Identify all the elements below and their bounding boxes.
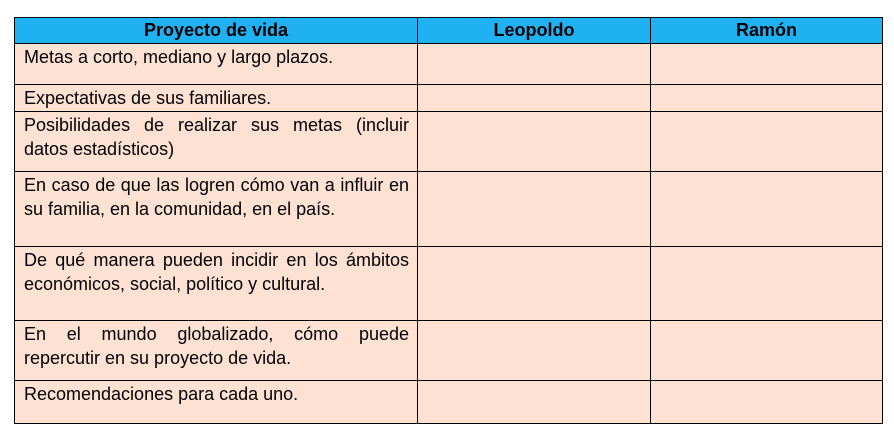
table-row bbox=[15, 44, 883, 85]
table-row bbox=[15, 171, 883, 246]
table-row bbox=[15, 380, 883, 423]
table-header-row bbox=[15, 18, 883, 44]
cell-leopoldo-recomendaciones[interactable] bbox=[418, 380, 651, 423]
header-proyecto-de-vida: Proyecto de vida bbox=[15, 18, 418, 44]
cell-leopoldo-metas[interactable] bbox=[418, 44, 651, 85]
cell-ramon-expectativas[interactable] bbox=[651, 85, 883, 112]
table-row bbox=[15, 246, 883, 320]
cell-leopoldo-mundo-globalizado[interactable] bbox=[418, 320, 651, 380]
cell-ramon-de-que-manera[interactable] bbox=[651, 246, 883, 320]
cell-ramon-en-caso[interactable] bbox=[651, 171, 883, 246]
row-label-recomendaciones: Recomendaciones para cada uno. bbox=[15, 380, 418, 423]
row-label-de-que-manera: De qué manera pueden incidir en los ámbitos económicos, social, político y cultural. bbox=[15, 246, 418, 320]
row-label-metas: Metas a corto, mediano y largo plazos. bbox=[15, 44, 418, 85]
proyecto-de-vida-table-container bbox=[14, 17, 883, 424]
cell-ramon-recomendaciones[interactable] bbox=[651, 380, 883, 423]
table-row bbox=[15, 85, 883, 112]
table-row bbox=[15, 320, 883, 380]
table-row bbox=[15, 111, 883, 171]
cell-leopoldo-posibilidades[interactable] bbox=[418, 111, 651, 171]
header-leopoldo: Leopoldo bbox=[418, 18, 651, 44]
row-label-expectativas: Expectativas de sus familiares. bbox=[15, 85, 418, 112]
cell-leopoldo-expectativas[interactable] bbox=[418, 85, 651, 112]
row-label-en-caso: En caso de que las logren cómo van a influir en su familia, en la comunidad, en el país. bbox=[15, 171, 418, 246]
cell-leopoldo-de-que-manera[interactable] bbox=[418, 246, 651, 320]
cell-ramon-posibilidades[interactable] bbox=[651, 111, 883, 171]
cell-ramon-metas[interactable] bbox=[651, 44, 883, 85]
row-label-posibilidades: Posibilidades de realizar sus metas (incluir datos estadísticos) bbox=[15, 111, 418, 171]
row-label-mundo-globalizado: En el mundo globalizado, cómo puede repercutir en su proyecto de vida. bbox=[15, 320, 418, 380]
proyecto-de-vida-table bbox=[14, 17, 883, 424]
cell-leopoldo-en-caso[interactable] bbox=[418, 171, 651, 246]
header-ramon: Ramón bbox=[651, 18, 883, 44]
cell-ramon-mundo-globalizado[interactable] bbox=[651, 320, 883, 380]
